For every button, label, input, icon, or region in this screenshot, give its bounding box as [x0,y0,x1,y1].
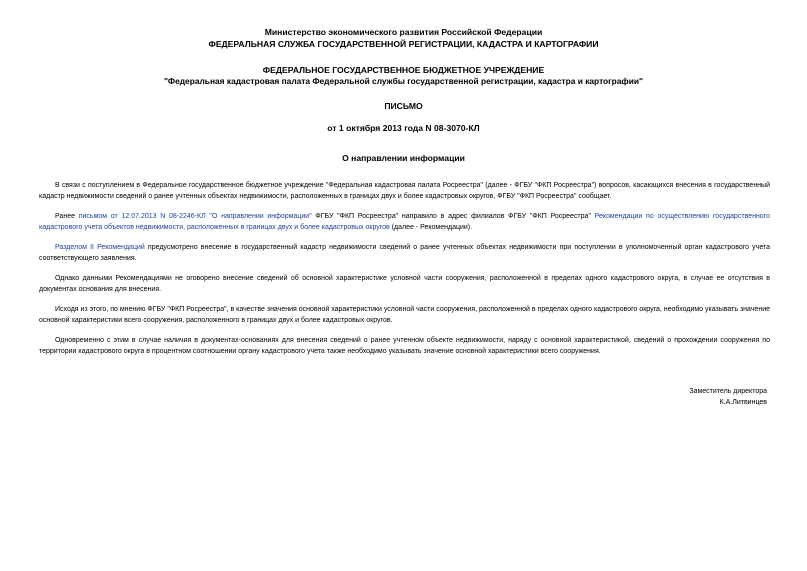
signatory-name: К.А.Литвинцев [719,399,767,406]
document-type: ПИСЬМО [384,101,423,111]
document-date: от 1 октября 2013 года N 08-3070-КЛ [327,123,480,133]
paragraph-5 [39,304,770,327]
paragraph-2-text-start: Ранее [55,213,79,220]
paragraph-2 [39,211,770,234]
paragraph-2-text-middle: ФГБУ "ФКП Росреестра" направило в адрес филиалов ФГБУ "ФКП Росреестра" [311,213,595,220]
letter-reference-link[interactable]: письмом от 12.07.2013 N 08-2246-КЛ "О направлении информации" [78,213,312,220]
document-subject: О направлении информации [342,153,465,163]
signatory-position: Заместитель директора [689,388,767,395]
service-name: ФЕДЕРАЛЬНАЯ СЛУЖБА ГОСУДАРСТВЕННОЙ РЕГИСТРАЦИИ, КАДАСТРА И КАРТОГРАФИИ [208,39,599,49]
paragraph-3-text: предусмотрено внесение в государственный кадастр недвижимости сведений о ранее учтенных объектах недвижимости при поступлении в уполномоченный орган кадастрового учета соответствующего заявления. [39,244,771,263]
paragraph-3 [39,242,770,265]
paragraph-4 [39,273,770,296]
paragraph-1 [39,180,770,203]
paragraph-6-text: Одновременно с этим в случае наличия в документах-основаниях для внесения сведений о ранее учтенном объекте недвижимости, наряду с основной характеристикой, сведений о прохождении сооружения по территории кадастрового округа в процентном соотношении органу кадастрового учета также необходимо указывать значение основной характеристики всего сооружения. [39,337,770,356]
section-ii-link[interactable]: Разделом II Рекомендаций [55,244,145,251]
paragraph-2-text-end: (далее - Рекомендации). [389,224,473,232]
paragraph-5-text: Исходя из этого, по мнению ФГБУ "ФКП Росреестра", в качестве значения основной характеристики условной части сооружения, расположенной в пределах одного кадастрового округа, необходимо указывать значение основной характеристики всего сооружения, расположенного в границах двух и более кадастровых округов. [39,306,770,325]
institution-type: ФЕДЕРАЛЬНОЕ ГОСУДАРСТВЕННОЕ БЮДЖЕТНОЕ УЧРЕЖДЕНИЕ [262,65,545,75]
paragraph-4-text: Однако данными Рекомендациями не оговорено внесение сведений об основной характеристике условной части сооружения, расположенной в пределах одного кадастрового округа, в случае ее отсутствия в документах основания для внесения. [39,275,770,294]
paragraph-6 [39,335,770,358]
paragraph-1-text: В связи с поступлением в Федеральное государственное бюджетное учреждение "Федеральная кадастровая палата Росреестра" (далее - ФГБУ "ФКП Росреестра") вопросов, касающихся внесения в государственный кадастр недвижимости сведений о ранее учтенных объектах недвижимости, расположенных в границах двух и более кадастровых округов, ФГБУ "ФКП Росреестра" сообщает. [39,182,770,201]
institution-name: "Федеральная кадастровая палата Федеральной службы государственной регистрации, кадастра и картографии" [163,76,644,86]
recommendations-link[interactable]: Рекомендации по осуществлению государственного кадастрового учета объектов недвижимости, расположенных в границах двух и более кадастровых округов [39,213,770,232]
ministry-name: Министерство экономического развития Российской Федерации [264,27,543,37]
